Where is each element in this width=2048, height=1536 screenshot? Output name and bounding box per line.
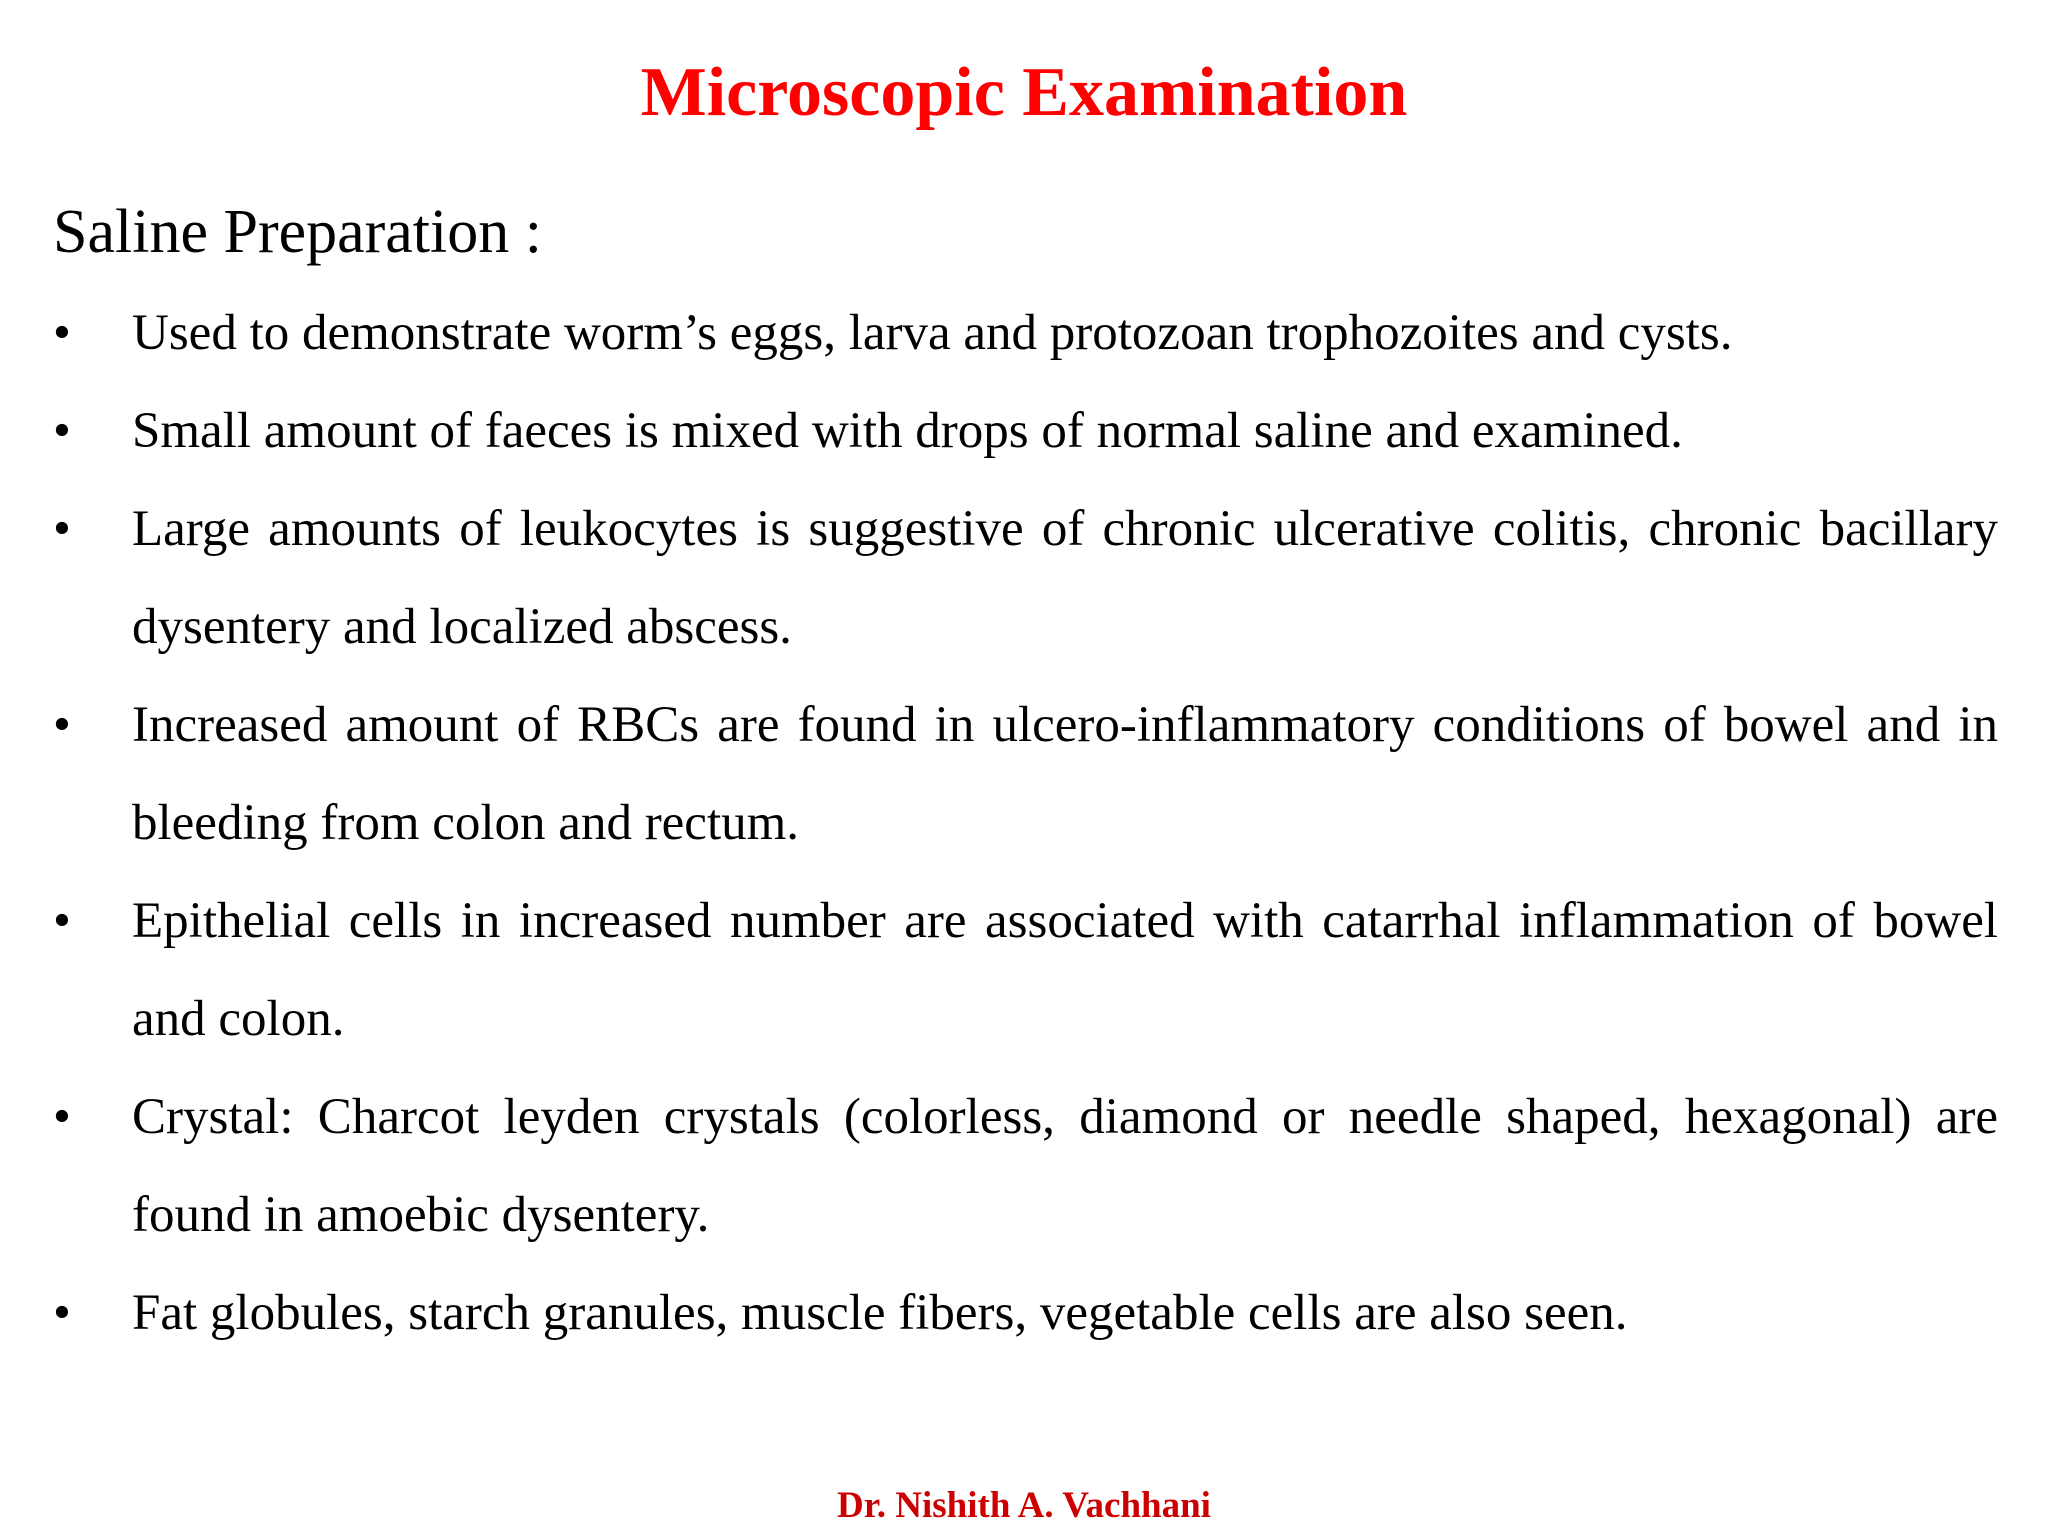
bullet-text: Large amounts of leukocytes is suggestive of chronic ulcerative colitis, chronic bacillary dysentery and localized abscess. [132,501,1998,655]
bullet-text: Epithelial cells in increased number are associated with catarrhal inflammation of bowel and colon. [132,893,1998,1047]
bullet-marker: • [53,1089,71,1145]
bullet-item [53,872,1998,1068]
bullet-marker: • [53,501,71,557]
slide-title: Microscopic Examination [640,54,1408,131]
bullet-text: Fat globules, starch granules, muscle fibers, vegetable cells are also seen. [132,1285,1628,1341]
bullet-item [53,480,1998,676]
bullet-marker: • [53,697,71,753]
bullet-marker: • [53,893,71,949]
bullet-item [53,1068,1998,1264]
bullet-item [53,284,1998,382]
section-heading: Saline Preparation : [53,198,542,266]
bullet-marker: • [53,403,71,459]
bullet-text: Used to demonstrate worm’s eggs, larva and protozoan trophozoites and cysts. [132,305,1733,361]
bullet-item [53,1264,1998,1362]
bullet-item [53,382,1998,480]
bullet-marker: • [53,1285,71,1341]
bullet-text: Increased amount of RBCs are found in ulcero-inflammatory conditions of bowel and in bleeding from colon and rectum. [132,697,1998,851]
bullet-item [53,676,1998,872]
bullet-text: Small amount of faeces is mixed with drops of normal saline and examined. [132,403,1683,459]
bullet-marker: • [53,305,71,361]
author-footer: Dr. Nishith A. Vachhani [837,1485,1211,1526]
bullet-list [0,284,2048,1362]
bullet-text: Crystal: Charcot leyden crystals (colorless, diamond or needle shaped, hexagonal) are found in amoebic dysentery. [132,1089,1998,1243]
